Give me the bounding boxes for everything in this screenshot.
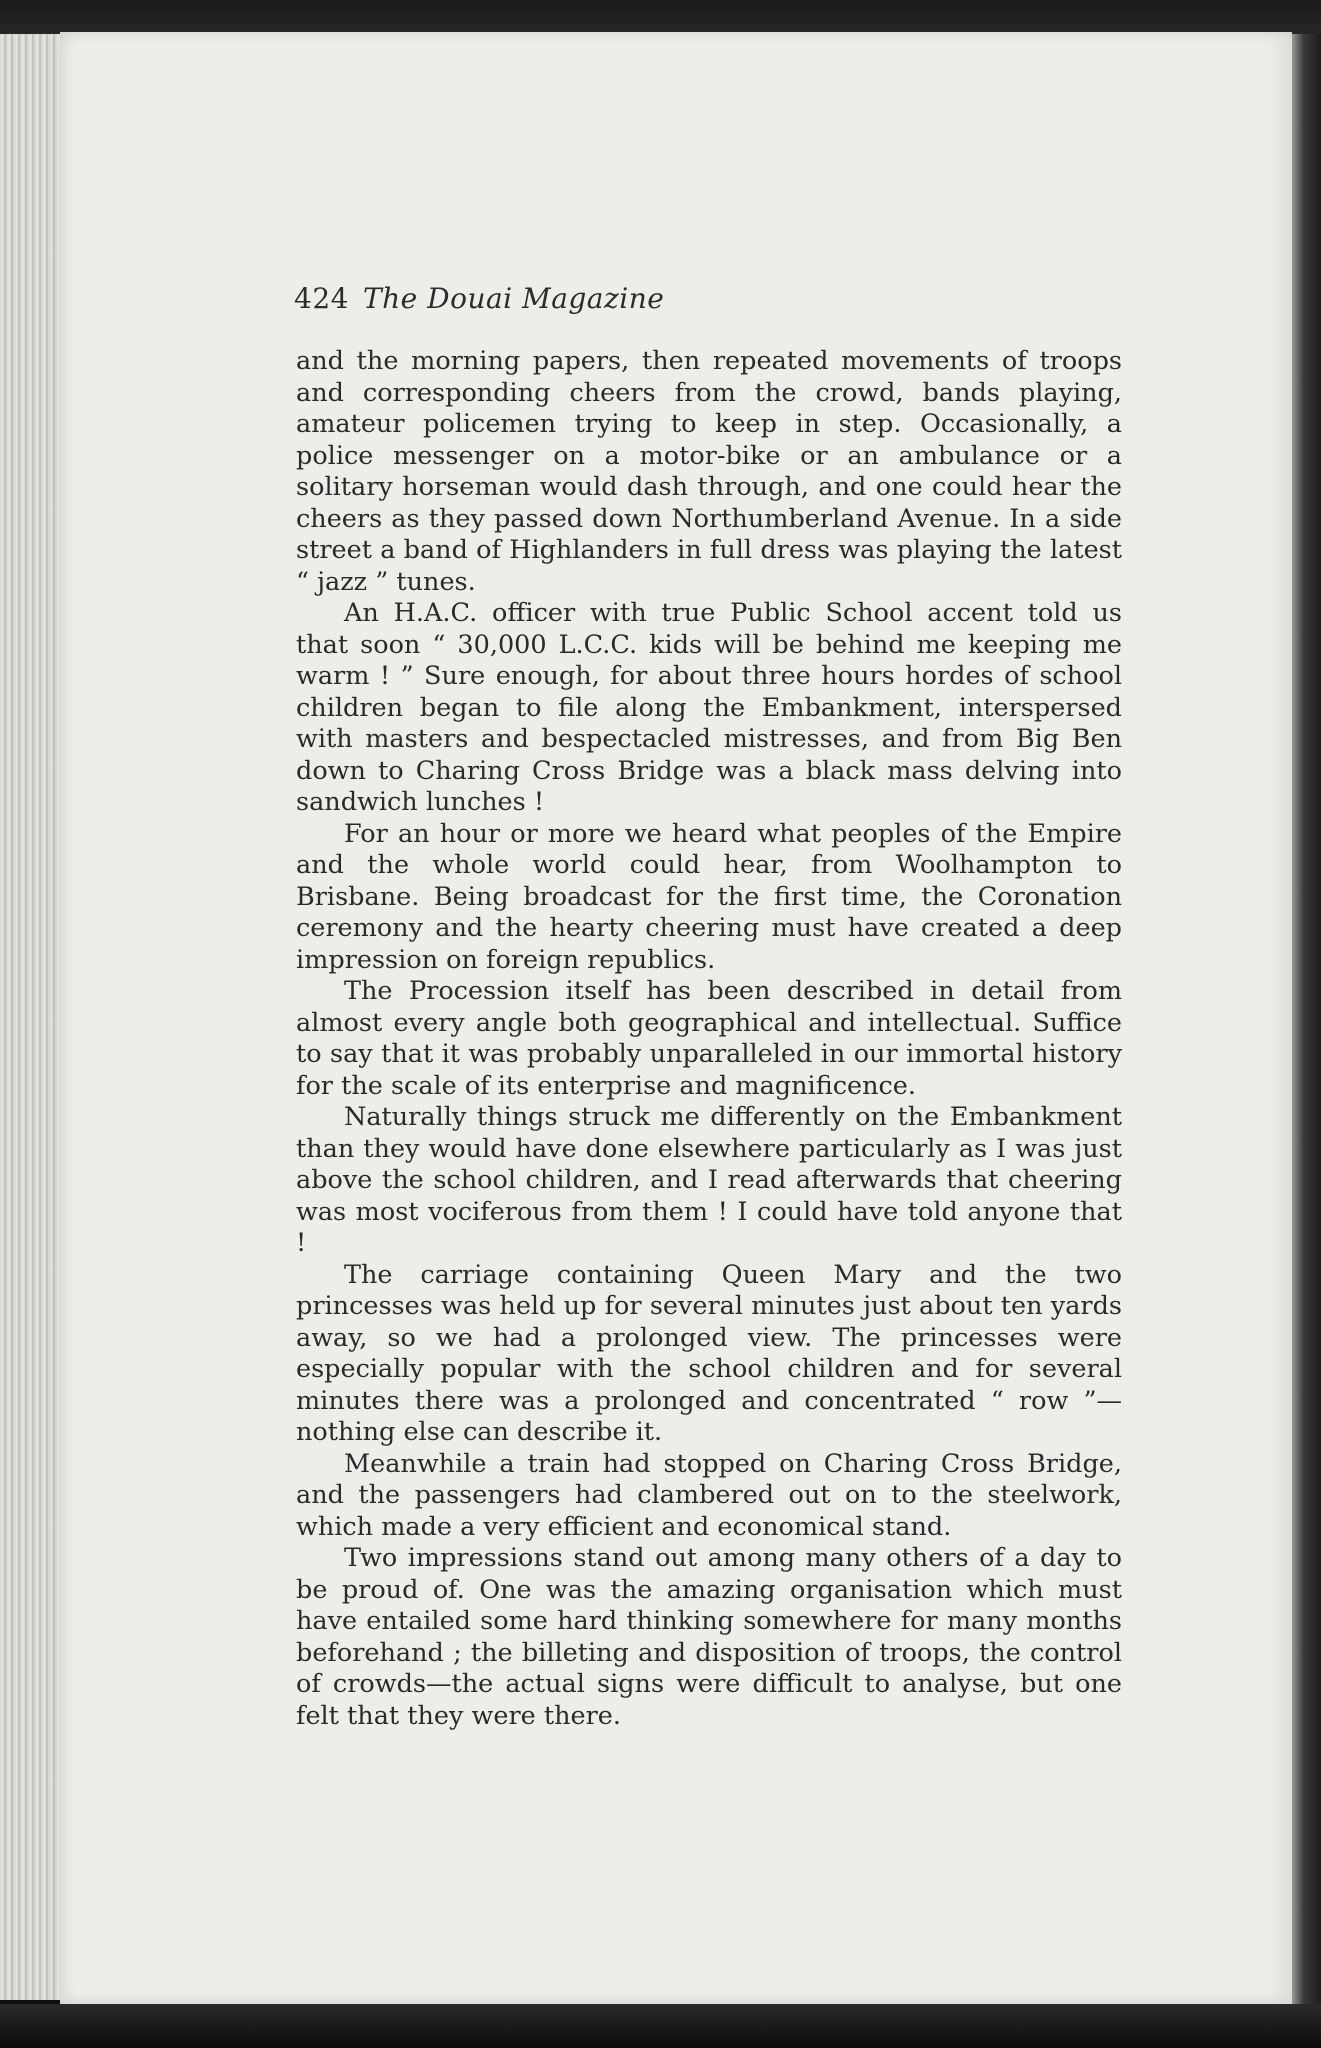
running-header <box>294 282 664 315</box>
scan-bottom-edge <box>0 2004 1321 2048</box>
paragraph: For an hour or more we heard what peoples of the Empire and the whole world could hear, from Woolhampton to Brisbane. Being broadcast for the first time, the Coronation ceremony and the hearty cheering must have created a deep impression on foreign republics. <box>296 818 1122 975</box>
paragraph: and the morning papers, then repeated movements of troops and corresponding cheers from the crowd, bands playing, amateur policemen trying to keep in step. Occasionally, a police messenger on a motor-bike or an ambulance or a solitary horseman would dash through, and one could hear the cheers as they passed down Northumberland Avenue. In a side street a band of Highlanders in full dress was playing the latest “ jazz ” tunes. <box>296 346 1122 597</box>
page-number: 424 <box>294 282 349 315</box>
article-body <box>296 346 1122 1732</box>
scan-top-edge <box>0 0 1321 34</box>
paragraph: An H.A.C. officer with true Public School accent told us that soon “ 30,000 L.C.C. kids will be behind me keeping me warm ! ” Sure enough, for about three hours hordes of school children began to file along the Embankment, interspersed with masters and bespectacled mistresses, and from Big Ben down to Charing Cross Bridge was a black mass delving into sandwich lunches ! <box>296 598 1122 817</box>
paragraph: The carriage containing Queen Mary and the two princesses was held up for several minutes just about ten yards away, so we had a prolonged view. The princesses were especially popular with the school children and for several minutes there was a prolonged and concentrated “ row ”— nothing else can describe it. <box>296 1259 1122 1447</box>
page-stack-edges <box>0 34 62 2000</box>
paragraph: Naturally things struck me differently on the Embankment than they would have done elsewhere particularly as I was just above the school children, and I read afterwards that cheering was most vociferous from them ! I could have told anyone that ! <box>296 1102 1122 1258</box>
magazine-title: The Douai Magazine <box>362 282 665 315</box>
book-right-edge <box>1292 34 1321 2004</box>
paragraph: Two impressions stand out among many others of a day to be proud of. One was the amazing organisation which must have entailed some hard thinking somewhere for many months beforehand ; the billeting and disposition of troops, the control of crowds—the actual signs were difficult to analyse, but one felt that they were there. <box>296 1543 1122 1731</box>
paragraph: The Procession itself has been described in detail from almost every angle both geographical and intellectual. Suffice to say that it was probably unparalleled in our immortal history for the scale of its enterprise and magnificence. <box>296 976 1122 1101</box>
paragraph: Meanwhile a train had stopped on Charing Cross Bridge, and the passengers had clambered out on to the steelwork, which made a very efficient and economical stand. <box>296 1448 1122 1542</box>
